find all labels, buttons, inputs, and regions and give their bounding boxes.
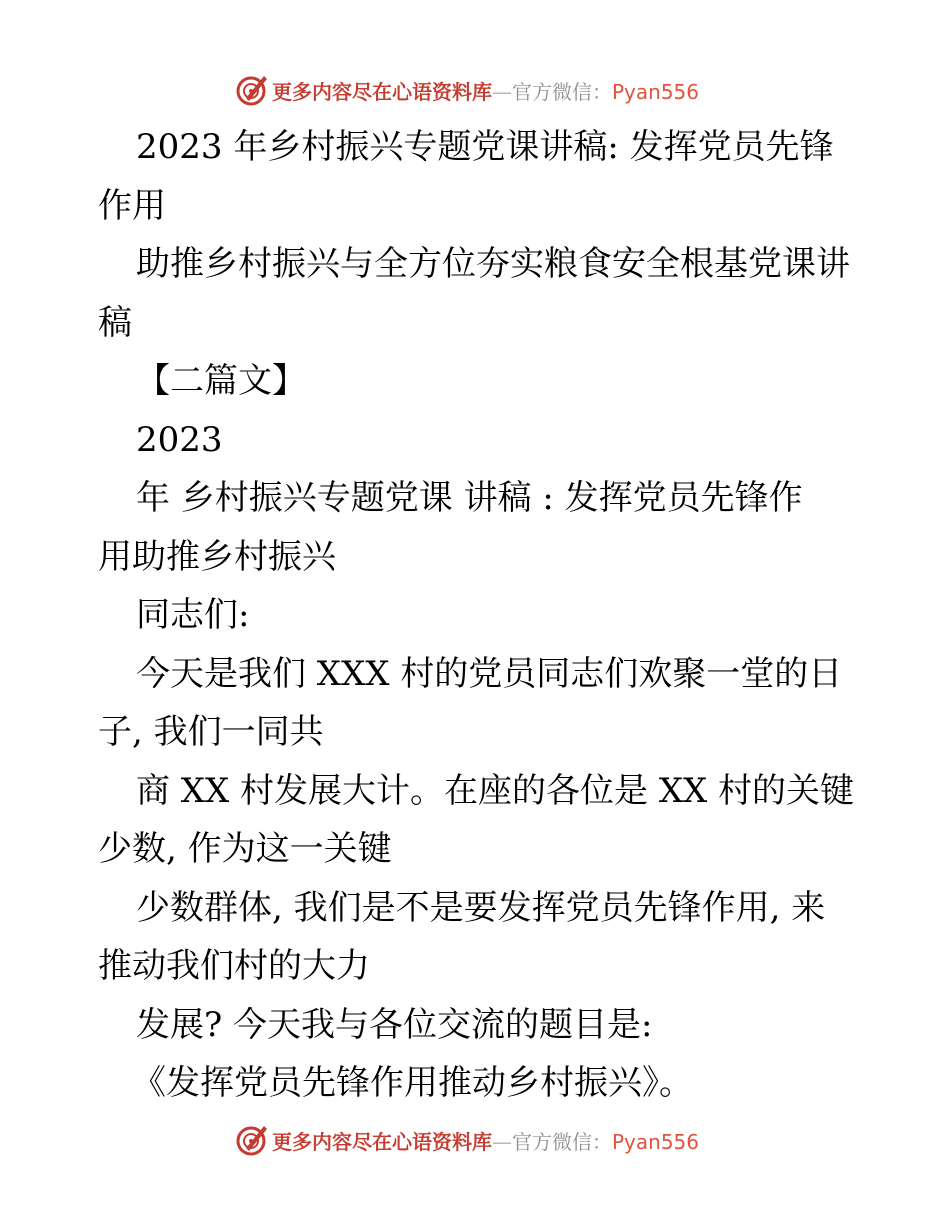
paragraph-line: 少数群体, 我们是不是要发挥党员先锋作用, 来 (136, 887, 826, 928)
watermark-dash: — (492, 79, 512, 104)
heading-line-2: 用助推乡村振兴 (98, 536, 336, 577)
salutation: 同志们: (136, 595, 250, 635)
watermark-text (272, 1126, 699, 1155)
paragraph-line: 少数, 作为这一关键 (98, 829, 392, 869)
year-line: 2023 (136, 419, 223, 460)
paragraph-line: 推动我们村的大力 (98, 946, 370, 986)
subtitle-line-1: 助推乡村振兴与全方位夯实粮食安全根基党课讲 (136, 244, 850, 284)
paragraph-line: 子, 我们一同共 (98, 712, 324, 752)
paragraph-line: 发展? 今天我与各位交流的题目是: (136, 1004, 653, 1045)
paragraph-line: 今天是我们 XXX 村的党员同志们欢聚一堂的日 (136, 653, 843, 694)
paragraph-line: 商 XX 村发展大计。在座的各位是 XX 村的关键 (136, 770, 855, 811)
title-line-1: 2023 年乡村振兴专题党课讲稿: 发挥党员先锋 (136, 127, 834, 167)
watermark-wechat-label: 官方微信： (512, 1129, 612, 1154)
watermark-brand-text: 更多内容尽在心语资料库 (272, 1129, 492, 1154)
subtitle-line-2: 稿 (98, 302, 132, 343)
watermark-wechat-label: 官方微信： (512, 79, 612, 104)
topic-title-line: 《发挥党员先锋作用推动乡村振兴》。 (132, 1063, 693, 1103)
watermark-dash: — (492, 1129, 512, 1154)
watermark-brand-text: 更多内容尽在心语资料库 (272, 79, 492, 104)
document-body (98, 118, 858, 1113)
section-label: 【二篇文】 (136, 361, 306, 401)
watermark-wechat-id: Pyan556 (612, 1129, 700, 1154)
watermark-wechat-id: Pyan556 (612, 79, 700, 104)
heading-line-1: 年 乡村振兴专题党课 讲稿 : 发挥党员先锋作 (136, 478, 803, 518)
pen-circle-logo-icon (234, 72, 270, 108)
watermark-text (272, 76, 699, 105)
footer-watermark (234, 1122, 699, 1158)
title-line-2: 作用 (98, 185, 166, 226)
pen-circle-logo-icon (234, 1122, 270, 1158)
header-watermark (234, 72, 699, 108)
